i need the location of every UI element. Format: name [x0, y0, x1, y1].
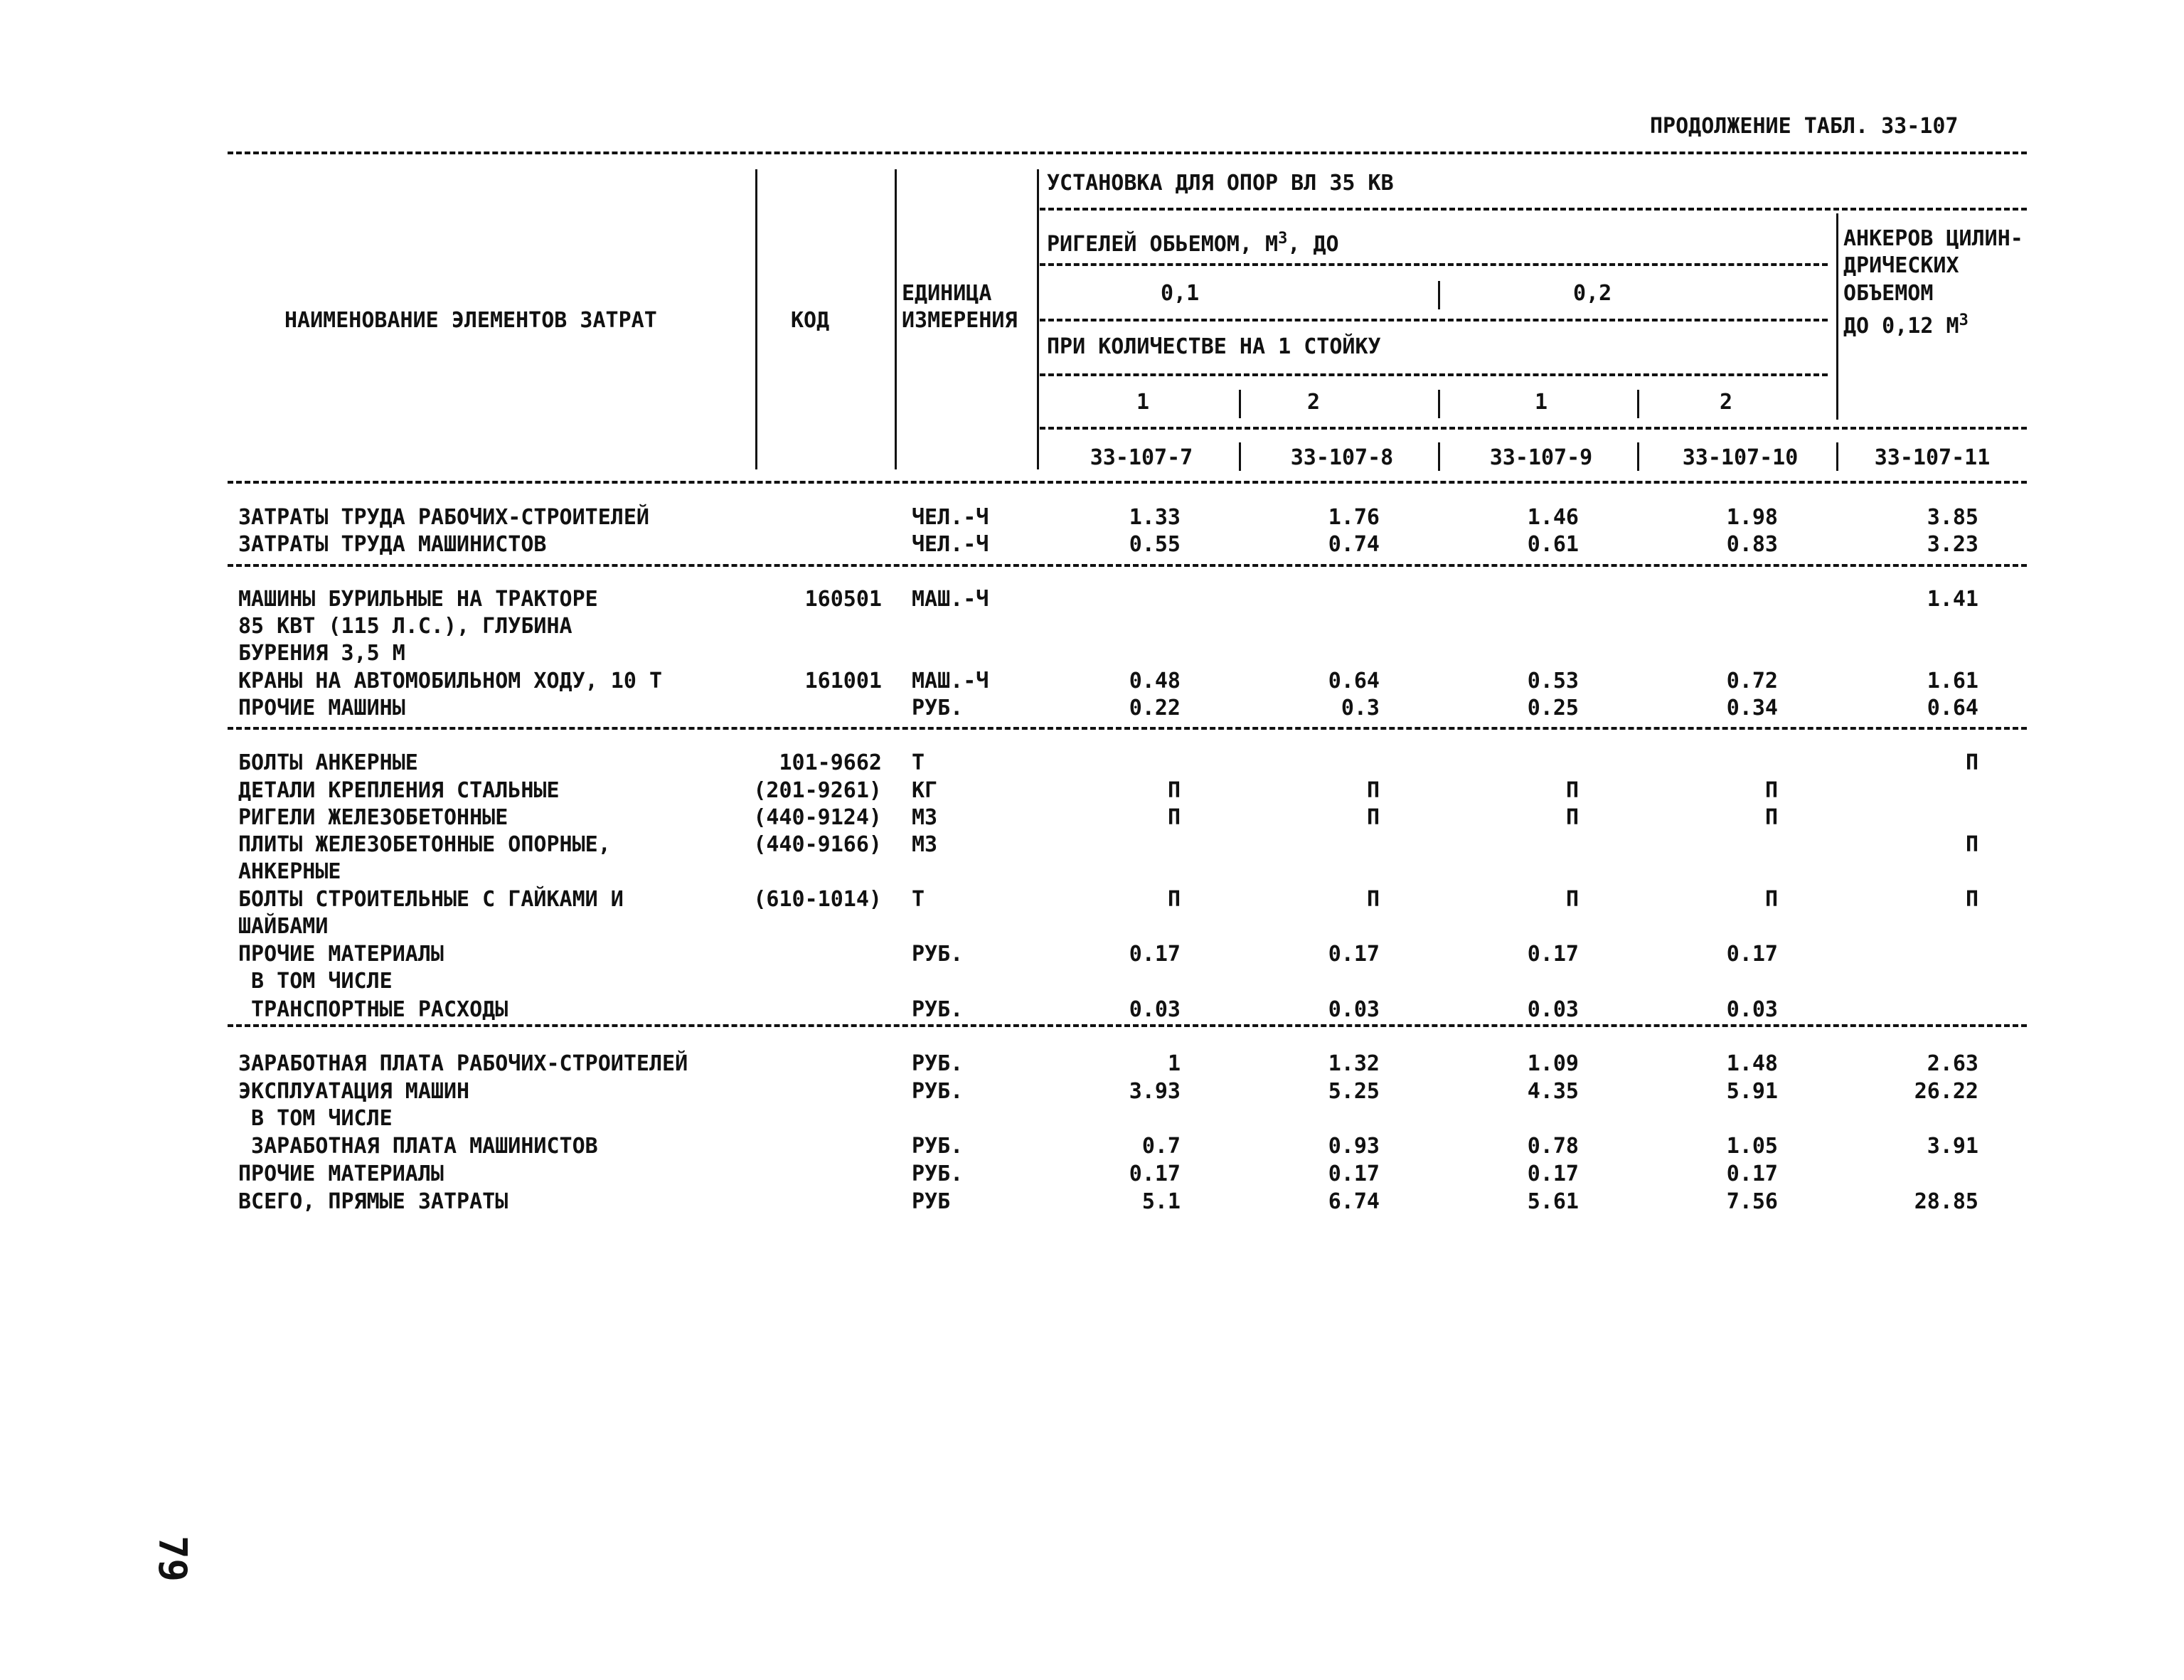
- header-unit-2: ИЗМЕРЕНИЯ: [902, 308, 1018, 333]
- row-code: (610-1014): [753, 887, 882, 912]
- row-value: 5.61: [1527, 1189, 1579, 1214]
- row-value: 0.48: [1129, 669, 1181, 693]
- row-value: 3.23: [1927, 532, 1978, 557]
- row-value: 0.93: [1328, 1134, 1380, 1159]
- row-value: П: [1764, 805, 1778, 830]
- row-value: 0.53: [1527, 669, 1579, 693]
- row-name: ЗАРАБОТНАЯ ПЛАТА МАШИНИСТОВ: [238, 1134, 598, 1159]
- row-name: МАШИНЫ БУРИЛЬНЫЕ НА ТРАКТОРЕ: [238, 587, 598, 612]
- row-code: 101-9662: [779, 750, 882, 775]
- row-value: 0.61: [1527, 532, 1579, 557]
- row-value: П: [1167, 778, 1181, 803]
- row-value: 1.41: [1927, 587, 1978, 612]
- row-value: П: [1764, 887, 1778, 912]
- row-value: 5.25: [1328, 1079, 1380, 1104]
- row-value: 0.17: [1328, 942, 1380, 967]
- row-name: 85 КВТ (115 Л.С.), ГЛУБИНА: [238, 614, 572, 639]
- rule-header-bottom: [228, 481, 2027, 484]
- row-value: П: [1565, 805, 1579, 830]
- header-code: КОД: [791, 308, 830, 333]
- row-unit: РУБ.: [912, 1134, 964, 1159]
- row-value: П: [1167, 805, 1181, 830]
- vline-anchor: [1836, 213, 1838, 420]
- row-unit: КГ: [912, 778, 938, 803]
- row-value: 1.32: [1328, 1051, 1380, 1076]
- code-col-5: 33-107-11: [1874, 445, 1991, 470]
- header-group: УСТАНОВКА ДЛЯ ОПОР ВЛ 35 КВ: [1047, 171, 1394, 196]
- row-unit: ЧЕЛ.-Ч: [912, 532, 989, 557]
- row-value: 0.17: [1527, 1161, 1579, 1186]
- header-q3: 1: [1534, 390, 1548, 415]
- row-value: 0.17: [1527, 942, 1579, 967]
- row-unit: Т: [912, 887, 925, 912]
- row-code: 161001: [804, 669, 882, 693]
- row-name: В ТОМ ЧИСЛЕ: [238, 1106, 393, 1131]
- row-value: 1: [1167, 1051, 1181, 1076]
- row-unit: РУБ.: [912, 696, 964, 721]
- row-name: ДЕТАЛИ КРЕПЛЕНИЯ СТАЛЬНЫЕ: [238, 778, 560, 803]
- row-name: ЗАТРАТЫ ТРУДА МАШИНИСТОВ: [238, 532, 547, 557]
- row-value: П: [1764, 778, 1778, 803]
- row-value: 28.85: [1914, 1189, 1978, 1214]
- row-value: П: [1565, 887, 1579, 912]
- row-name: РИГЕЛИ ЖЕЛЕЗОБЕТОННЫЕ: [238, 805, 508, 830]
- row-value: 0.17: [1129, 1161, 1181, 1186]
- vline-q2: [1438, 390, 1440, 418]
- rule-h2: [1040, 263, 1828, 266]
- row-value: П: [1366, 887, 1380, 912]
- rule-h5: [1040, 427, 2027, 430]
- row-unit: РУБ.: [912, 997, 964, 1022]
- row-value: П: [1167, 887, 1181, 912]
- row-name: АНКЕРНЫЕ: [238, 859, 341, 884]
- row-unit: МАШ.-Ч: [912, 587, 989, 612]
- row-value: 2.63: [1927, 1051, 1978, 1076]
- row-name: ПЛИТЫ ЖЕЛЕЗОБЕТОННЫЕ ОПОРНЫЕ,: [238, 832, 611, 857]
- rule-sec4: [228, 1024, 2027, 1027]
- row-name: ПРОЧИЕ МАТЕРИАЛЫ: [238, 1161, 444, 1186]
- row-value: 0.17: [1726, 1161, 1778, 1186]
- row-value: 0.25: [1527, 696, 1579, 721]
- row-unit: М3: [912, 832, 938, 857]
- vline-code: [755, 169, 757, 469]
- row-unit: Т: [912, 750, 925, 775]
- row-value: 1.09: [1527, 1051, 1579, 1076]
- vline-q1: [1239, 390, 1241, 418]
- header-vol-01: 0,1: [1161, 281, 1200, 306]
- row-value: 1.33: [1129, 505, 1181, 530]
- row-value: 4.35: [1527, 1079, 1579, 1104]
- row-name: БОЛТЫ АНКЕРНЫЕ: [238, 750, 418, 775]
- vline-q3: [1637, 390, 1639, 418]
- row-value: 1.98: [1726, 505, 1778, 530]
- row-value: П: [1565, 778, 1579, 803]
- code-col-4: 33-107-10: [1682, 445, 1799, 470]
- rule-sec2: [228, 564, 2027, 567]
- row-name: КРАНЫ НА АВТОМОБИЛЬНОМ ХОДУ, 10 Т: [238, 669, 663, 693]
- row-value: 0.55: [1129, 532, 1181, 557]
- row-value: 0.34: [1726, 696, 1778, 721]
- row-unit: РУБ.: [912, 1051, 964, 1076]
- header-q4: 2: [1719, 390, 1733, 415]
- row-value: П: [1366, 805, 1380, 830]
- row-code: (440-9166): [753, 832, 882, 857]
- row-value: 5.1: [1141, 1189, 1181, 1214]
- row-value: 1.05: [1726, 1134, 1778, 1159]
- row-value: 1.48: [1726, 1051, 1778, 1076]
- vline-values: [1037, 169, 1039, 469]
- row-value: 0.03: [1328, 997, 1380, 1022]
- header-q1: 1: [1136, 390, 1150, 415]
- vline-c2: [1438, 442, 1440, 471]
- row-name: В ТОМ ЧИСЛЕ: [238, 969, 393, 994]
- row-value: П: [1366, 778, 1380, 803]
- row-value: П: [1965, 887, 1978, 912]
- row-name: ПРОЧИЕ МАТЕРИАЛЫ: [238, 942, 444, 967]
- row-unit: ЧЕЛ.-Ч: [912, 505, 989, 530]
- vline-c4: [1836, 442, 1838, 471]
- row-value: 0.03: [1129, 997, 1181, 1022]
- header-anchor-4: ДО 0,12 $М^3$: [1843, 312, 1969, 339]
- row-unit: РУБ.: [912, 1161, 964, 1186]
- code-col-2: 33-107-8: [1290, 445, 1394, 470]
- header-anchor-3: ОБЪЕМОМ: [1843, 281, 1934, 306]
- row-name: ШАЙБАМИ: [238, 914, 329, 939]
- vline-unit: [895, 169, 897, 469]
- row-name: БОЛТЫ СТРОИТЕЛЬНЫЕ С ГАЙКАМИ И: [238, 887, 624, 912]
- page-title: ПРОДОЛЖЕНИЕ ТАБЛ. 33-107: [1650, 114, 1959, 139]
- row-unit: РУБ: [912, 1189, 951, 1214]
- header-rigel: РИГЕЛЕЙ ОБЬЕМОМ, $М^3$, ДО: [1047, 230, 1339, 257]
- row-name: ЭКСПЛУАТАЦИЯ МАШИН: [238, 1079, 470, 1104]
- row-value: 0.17: [1328, 1161, 1380, 1186]
- row-code: 160501: [804, 587, 882, 612]
- row-name: ЗАРАБОТНАЯ ПЛАТА РАБОЧИХ-СТРОИТЕЛЕЙ: [238, 1051, 688, 1076]
- row-value: 3.93: [1129, 1079, 1181, 1104]
- row-value: 0.74: [1328, 532, 1380, 557]
- row-value: 26.22: [1914, 1079, 1978, 1104]
- row-value: 0.83: [1726, 532, 1778, 557]
- row-name: БУРЕНИЯ 3,5 М: [238, 641, 405, 666]
- header-unit-1: ЕДИНИЦА: [902, 281, 992, 306]
- row-name: ЗАТРАТЫ ТРУДА РАБОЧИХ-СТРОИТЕЛЕЙ: [238, 505, 649, 530]
- row-value: 0.72: [1726, 669, 1778, 693]
- row-name: ПРОЧИЕ МАШИНЫ: [238, 696, 405, 721]
- row-name: ТРАНСПОРТНЫЕ РАСХОДЫ: [238, 997, 508, 1022]
- row-value: 3.85: [1927, 505, 1978, 530]
- header-anchor-2: ДРИЧЕСКИХ: [1843, 253, 1959, 278]
- row-code: (201-9261): [753, 778, 882, 803]
- row-value: 0.78: [1527, 1134, 1579, 1159]
- header-anchor-1: АНКЕРОВ ЦИЛИН-: [1843, 226, 2023, 251]
- row-value: 0.17: [1726, 942, 1778, 967]
- row-unit: МАШ.-Ч: [912, 669, 989, 693]
- header-qty: ПРИ КОЛИЧЕСТВЕ НА 1 СТОЙКУ: [1047, 334, 1381, 359]
- row-value: 1.76: [1328, 505, 1380, 530]
- row-unit: РУБ.: [912, 942, 964, 967]
- row-value: 0.7: [1141, 1134, 1181, 1159]
- row-value: П: [1965, 750, 1978, 775]
- row-value: 7.56: [1726, 1189, 1778, 1214]
- rule-h4: [1040, 373, 1828, 376]
- vline-vol: [1438, 281, 1440, 309]
- row-name: ВСЕГО, ПРЯМЫЕ ЗАТРАТЫ: [238, 1189, 508, 1214]
- row-value: 0.3: [1341, 696, 1380, 721]
- rule-top: [228, 151, 2027, 154]
- row-value: 0.03: [1527, 997, 1579, 1022]
- row-value: 3.91: [1927, 1134, 1978, 1159]
- rule-h1: [1040, 208, 2027, 211]
- header-name: НАИМЕНОВАНИЕ ЭЛЕМЕНТОВ ЗАТРАТ: [284, 308, 657, 333]
- row-value: 1.46: [1527, 505, 1579, 530]
- row-value: 6.74: [1328, 1189, 1380, 1214]
- vline-c1: [1239, 442, 1241, 471]
- row-value: 0.64: [1927, 696, 1978, 721]
- rule-h3: [1040, 319, 1828, 321]
- row-value: 0.03: [1726, 997, 1778, 1022]
- row-unit: М3: [912, 805, 938, 830]
- page-number: 79: [150, 1535, 196, 1583]
- rule-sec3: [228, 727, 2027, 730]
- row-value: 0.64: [1328, 669, 1380, 693]
- row-value: 5.91: [1726, 1079, 1778, 1104]
- header-q2: 2: [1306, 390, 1321, 415]
- row-value: 1.61: [1927, 669, 1978, 693]
- row-value: П: [1965, 832, 1978, 857]
- code-col-3: 33-107-9: [1489, 445, 1593, 470]
- header-vol-02: 0,2: [1573, 281, 1612, 306]
- row-value: 0.22: [1129, 696, 1181, 721]
- code-col-1: 33-107-7: [1090, 445, 1193, 470]
- row-value: 0.17: [1129, 942, 1181, 967]
- vline-c3: [1637, 442, 1639, 471]
- row-unit: РУБ.: [912, 1079, 964, 1104]
- row-code: (440-9124): [753, 805, 882, 830]
